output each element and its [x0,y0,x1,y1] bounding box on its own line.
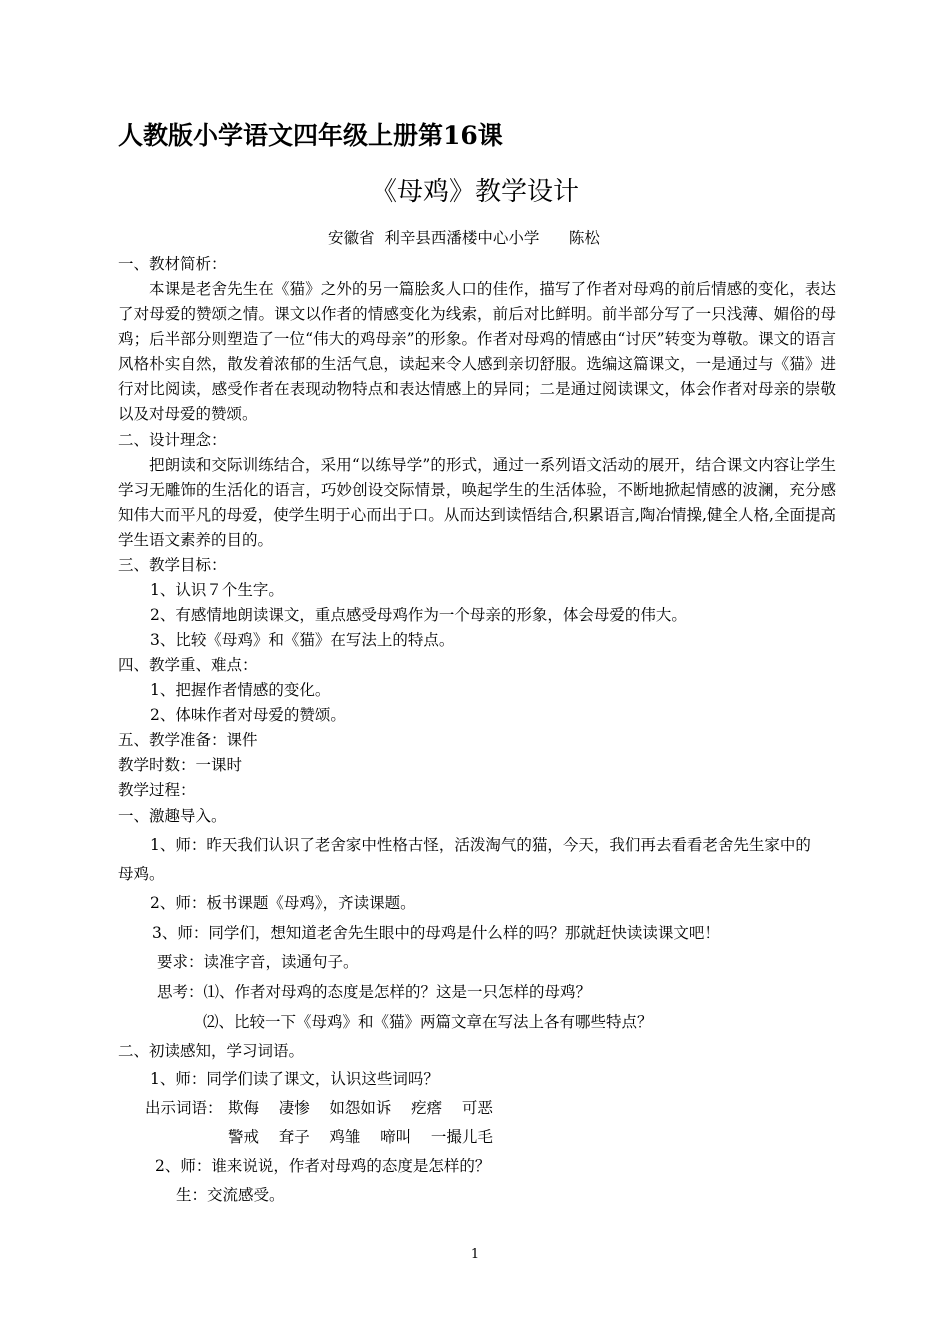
think-question-2: ⑵、比较一下《母鸡》和《猫》两篇文章在写法上各有哪些特点？ [203,1013,653,1031]
teaching-process-title: 教学过程： [118,781,196,799]
student-response: 生：交流感受。 [176,1186,285,1204]
section-1-title: 一、教材简析： [118,255,227,273]
process-2-title: 二、初读感知，学习词语。 [118,1042,305,1060]
process-1-step-1: 1、师：昨天我们认识了老舍家中性格古怪，活泼淘气的猫，今天，我们再去看看老舍先生家中的 [150,836,811,854]
key-point-item: 2、体味作者对母爱的赞颂。 [150,706,346,724]
process-1-title: 一、激趣导入。 [118,807,227,825]
section-4-title: 四、教学重、难点： [118,656,258,674]
section-2-title: 二、设计理念： [118,431,227,449]
page-number: 1 [470,1247,480,1262]
section-1-body: 本课是老舍先生在《猫》之外的另一篇脍炙人口的佳作，描写了作者对母鸡的前后情感的变化，表达了对母爱的赞颂之情。课文以作者的情感变化为线索，前后对比鲜明。前半部分写了一只浅薄、媚俗的母鸡；后半部分则塑造了一位“伟大的鸡母亲”的形象。作者对母鸡的情感由“讨厌”转变为尊敬。课文的语言风格朴实自然，散发着浓郁的生活气息，读起来令人感到亲切舒服。选编这篇课文，一是通过与《猫》进行对比阅读，感受作者在表现动物特点和表达情感上的异同；二是通过阅读课文，体会作者对母亲的崇敬以及对母爱的赞颂。 [118,280,836,423]
teaching-hours: 教学时数：一课时 [118,756,243,774]
key-point-item: 1、把握作者情感的变化。 [150,681,331,699]
process-1-step-1-cont: 母鸡。 [118,865,165,883]
word-list-row-1: 欺侮 凄惨 如怨如诉 疙瘩 可恶 [228,1099,493,1117]
goal-item: 1、认识７个生字。 [150,581,284,599]
document-title: 《母鸡》教学设计 [370,177,579,207]
process-1-step-2: 2、师：板书课题《母鸡》，齐读课题。 [150,894,416,912]
process-2-step-2: 2、师：谁来说说，作者对母鸡的态度是怎样的？ [155,1157,491,1175]
goal-item: 3、比较《母鸡》和《猫》在写法上的特点。 [150,631,455,649]
words-label: 出示词语： [145,1099,223,1117]
word-list-row-2: 警戒 耷子 鸡雏 啼叫 一撮儿毛 [228,1128,493,1146]
section-5-title: 五、教学准备：课件 [118,731,258,749]
section-3-title: 三、教学目标： [118,556,227,574]
section-2-body: 把朗读和交际训练结合，采用“以练导学”的形式，通过一系列语文活动的展开，结合课文内容让学生学习无雕饰的生活化的语言，巧妙创设交际情景，唤起学生的生活体验，不断地掀起情感的波澜，充分感知伟大而平凡的母爱，使学生明于心而出于口。从而达到读悟结合,积累语言,陶冶情操,健全人格,全面提高学生语文素养的目的。 [118,456,836,549]
author-line: 安徽省 利辛县西潘楼中心小学 陈松 [328,229,600,247]
think-question-1: 思考：⑴、作者对母鸡的态度是怎样的？这是一只怎样的母鸡？ [157,983,592,1001]
process-1-step-3: 3、师：同学们，想知道老舍先生眼中的母鸡是什么样的吗？那就赶快读读课文吧！ [152,924,720,942]
requirement-line: 要求：读准字音，读通句子。 [157,953,359,971]
process-2-step-1: 1、师：同学们读了课文，认识这些词吗？ [150,1070,439,1088]
goal-item: 2、有感情地朗读课文，重点感受母鸡作为一个母亲的形象，体会母爱的伟大。 [150,606,687,624]
document-heading: 人教版小学语文四年级上册第16课 [118,121,503,150]
